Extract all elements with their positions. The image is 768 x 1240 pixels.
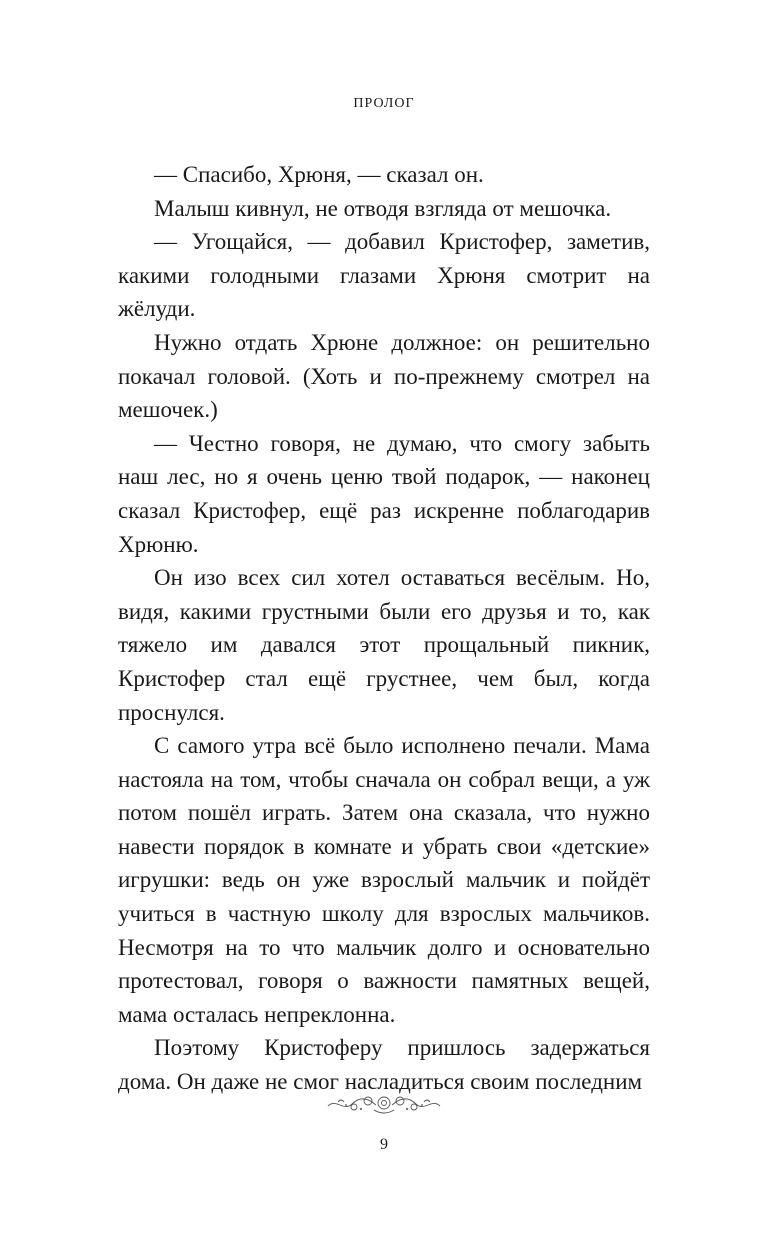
paragraph: — Угощайся, — добавил Кристофер, заметив, какими голодными глазами Хрюня смотрит на жёлуди. bbox=[118, 229, 650, 322]
paragraph: Малыш кивнул, не отводя взгляда от мешочка. bbox=[154, 195, 612, 221]
body-text bbox=[118, 158, 650, 1099]
paragraph: Поэтому Кристоферу пришлось задержаться дома. Он даже не смог насладиться своим последним bbox=[118, 1035, 650, 1095]
paragraph: Он изо всех сил хотел оставаться весёлым. Но, видя, какими грустными были его друзья и то, как тяжело им давался этот прощальный пикник, Кристофер стал ещё грустнее, чем был, когда проснулся. bbox=[118, 565, 650, 725]
running-head: ПРОЛОГ bbox=[353, 96, 415, 111]
paragraph: — Спасибо, Хрюня, — сказал он. bbox=[154, 162, 484, 187]
paragraph: С самого утра всё было исполнено печали. Мама настояла на том, чтобы сначала он собрал вещи, а уж потом пошёл играть. Затем она сказала, что нужно навести порядок в комнате и убрать свои «детские» игрушки: ведь он уже взрослый мальчик и пойдёт учиться в частную школу для взрослых мальчиков. Несмотря на то что мальчик долго и основательно протестовал, говоря о важности памятных вещей, мама осталась непреклонна. bbox=[118, 733, 650, 1027]
paragraph: Нужно отдать Хрюне должное: он решительно покачал головой. (Хоть и по-прежнему смотрел на мешочек.) bbox=[118, 329, 650, 423]
floral-vignette-icon bbox=[324, 1090, 444, 1118]
page-number: 9 bbox=[380, 1136, 388, 1153]
paragraph: — Честно говоря, не думаю, что смогу забыть наш лес, но я очень ценю твой подарок, — наконец сказал Кристофер, ещё раз искренне поблагодарив Хрюню. bbox=[118, 430, 650, 557]
